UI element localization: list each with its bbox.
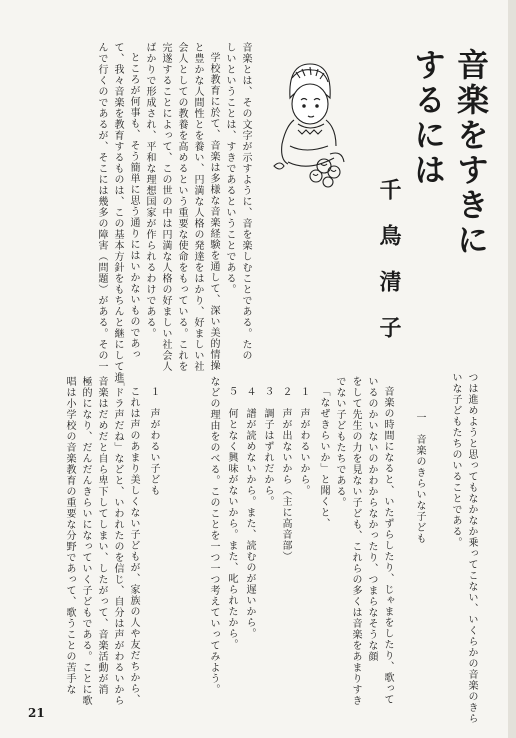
body-column: 音楽とは、その文字が示すように、音を楽しむことである。たの bbox=[240, 42, 251, 361]
section-heading: 一 音楽のきらいな子ども bbox=[414, 412, 425, 544]
body-column: しいということは、すきであるということである。 bbox=[224, 42, 235, 295]
body-column: でない子どもたちである。 bbox=[334, 376, 345, 508]
body-column: 完遂することによって、この世の中は円満な人格の好ましい社会人 bbox=[160, 42, 171, 372]
body-column: つは進めようと思ってもなかなか乗ってこない、いくらかの音楽のきら bbox=[466, 372, 477, 724]
list-item: １ 声がわるいから。 bbox=[298, 386, 309, 496]
body-column: て、我々音楽を教育するものは、この基本方針をもちんと継にして進 bbox=[112, 42, 123, 383]
body-column: 唱は小学校の音楽教育の重要な分野であって、歌うことの苦手な bbox=[64, 376, 75, 695]
body-column: 「ドラ声だね」などと、いわれたのを信じ、自分は声がわるいから bbox=[112, 376, 123, 706]
body-column: 音楽はだめだと自ら卑下してしまい、したがって、音楽活動が消 bbox=[96, 376, 107, 695]
girl-illustration bbox=[268, 54, 350, 200]
author-name: 千鳥清子 bbox=[376, 178, 402, 362]
body-column: 会人としての教養を高めるという重要な使命をもっている。これを bbox=[176, 42, 187, 372]
body-column: などの理由をのべる。このことを一つ一つ考えていってみよう。 bbox=[208, 376, 219, 695]
body-column: ところが何事も、そう簡単に思う通りにはいかないものであっ bbox=[128, 52, 139, 360]
list-item: ２ 声が出ないから（主に高音部） bbox=[280, 386, 291, 562]
body-column: 「なぜきらいか」と聞くと、 bbox=[318, 386, 329, 529]
page-edge bbox=[508, 0, 516, 738]
body-column: いな子どもたちのいることである。 bbox=[450, 372, 461, 548]
body-column: 学校教育に於て、音楽は多様な音楽経験を通して、深い美的情操 bbox=[208, 52, 219, 371]
article-title-line-2: するには bbox=[409, 48, 447, 188]
page-number: 21 bbox=[28, 706, 45, 720]
list-item: ５ 何となく興味がないから。また、叱られたから。 bbox=[226, 386, 237, 650]
list-item: ３ 調子はずれだから。 bbox=[262, 386, 273, 507]
article-title-line-1: 音楽をすきに bbox=[452, 48, 490, 258]
list-item: ４ 譜が読めないから。また、読むのが遅いから。 bbox=[244, 386, 255, 639]
body-column: ばかりで形成され、平和な理想国家が作られるわけである。 bbox=[144, 42, 155, 339]
body-column: 音楽の時間になると、いたずらしたり、じゃまをしたり、歌って bbox=[382, 386, 393, 705]
body-column: これは声のあまり美しくない子どもが、家族の人や友だちから、 bbox=[128, 386, 139, 705]
body-column: と豊かな人間性とを養い、円満な人格の発達をはかり、好ましい社 bbox=[192, 42, 203, 372]
body-column: いるのかいないのかわからなかったり、つまらなそうな顔 bbox=[366, 376, 377, 662]
body-column: 極的になり、だんだんきらいになっていく子どもである。ことに歌 bbox=[80, 376, 91, 706]
subsection-heading: １ 声がわるい子ども bbox=[148, 386, 159, 496]
body-column: んで行くのであるが、そこには幾多の障害（問題）がある。その一 bbox=[96, 42, 107, 372]
body-column: をして先生の力を見ない子ども、これらの多くは音楽をあまりすき bbox=[350, 376, 361, 706]
